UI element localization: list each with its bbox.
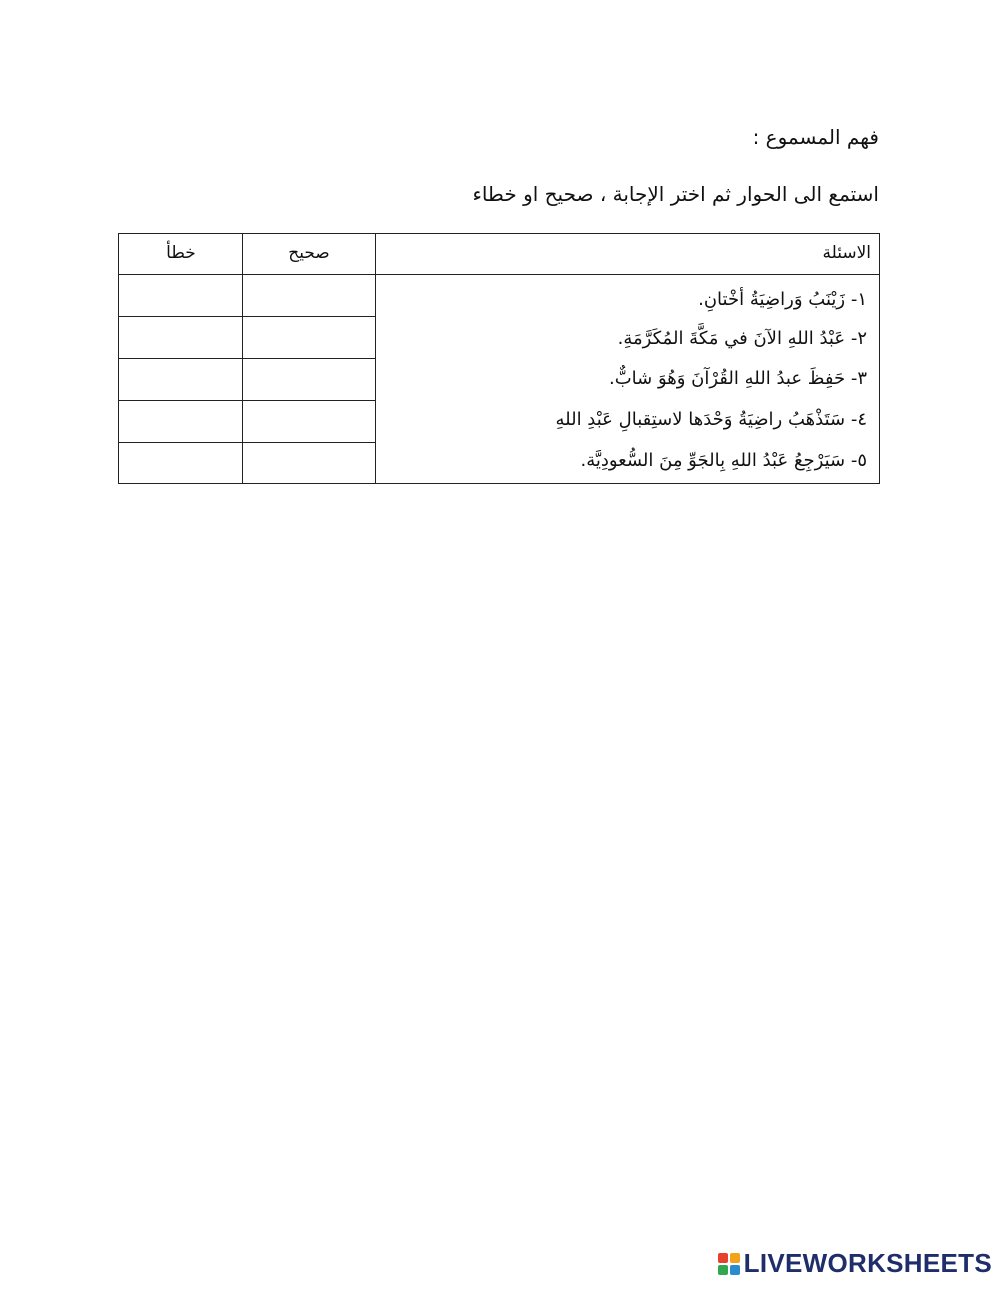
answer-correct-2[interactable] (243, 317, 375, 358)
liveworksheets-logo-icon (718, 1253, 740, 1275)
answer-correct-5[interactable] (243, 443, 375, 483)
answer-wrong-4[interactable] (119, 401, 242, 442)
column-header-wrong: خطأ (166, 243, 196, 263)
answer-wrong-3[interactable] (119, 359, 242, 400)
logo-square (718, 1253, 728, 1263)
liveworksheets-logo (718, 1248, 992, 1279)
answer-wrong-2[interactable] (119, 317, 242, 358)
logo-square (730, 1253, 740, 1263)
question-2: ٢- عَبْدُ اللهِ الآنَ في مَكَّةَ المُكَرَّمَةِ. (617, 328, 867, 349)
instruction-text: استمع الى الحوار ثم اختر الإجابة ، صحيح او خطاء (472, 182, 879, 206)
logo-square (730, 1265, 740, 1275)
column-divider (375, 234, 376, 483)
logo-text: LIVEWORKSHEETS (743, 1248, 992, 1278)
page-title: فهم المسموع : (752, 125, 879, 149)
answer-correct-3[interactable] (243, 359, 375, 400)
question-3: ٣- حَفِظَ عبدُ اللهِ القُرْآنَ وَهُوَ شابٌّ. (609, 368, 867, 389)
question-4: ٤- سَتَذْهَبُ راضِيَةُ وَحْدَها لاستِقبالِ عَبْدِ اللهِ (555, 409, 867, 430)
question-1: ١- زَيْنَبُ وَراضِيَةُ أخْتانِ. (698, 289, 867, 310)
answer-wrong-5[interactable] (119, 443, 242, 483)
quiz-table (118, 233, 880, 484)
question-5: ٥- سَيَرْجِعُ عَبْدُ اللهِ بِالجَوِّ مِنَ السُّعودِيَّة. (580, 450, 867, 471)
logo-square (718, 1265, 728, 1275)
column-header-questions: الاسئلة (822, 243, 871, 263)
column-header-correct: صحيح (288, 243, 330, 263)
answer-correct-1[interactable] (243, 275, 375, 316)
answer-correct-4[interactable] (243, 401, 375, 442)
answer-wrong-1[interactable] (119, 275, 242, 316)
